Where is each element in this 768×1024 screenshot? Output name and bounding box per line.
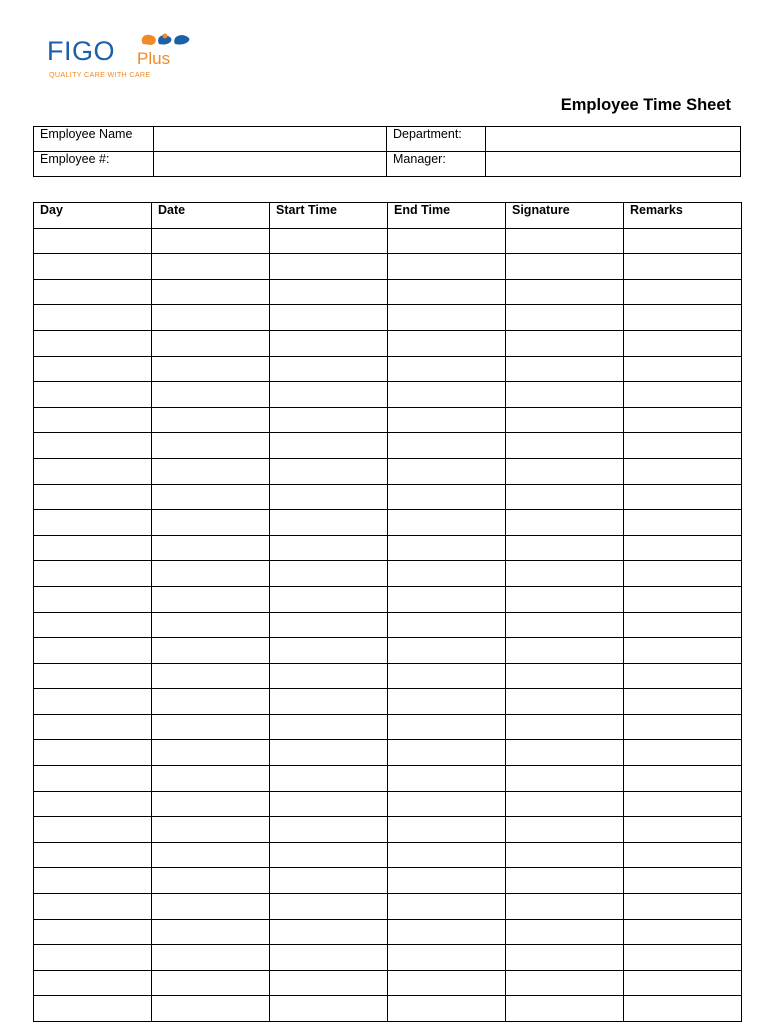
day-cell[interactable] (34, 382, 152, 408)
end-time-cell[interactable] (388, 458, 506, 484)
start-time-cell[interactable] (270, 663, 388, 689)
day-cell[interactable] (34, 919, 152, 945)
date-cell[interactable] (152, 228, 270, 254)
date-cell[interactable] (152, 996, 270, 1022)
end-time-cell[interactable] (388, 817, 506, 843)
table-row (34, 970, 742, 996)
date-cell[interactable] (152, 894, 270, 920)
remarks-cell[interactable] (624, 817, 742, 843)
end-time-cell[interactable] (388, 407, 506, 433)
date-cell[interactable] (152, 919, 270, 945)
day-cell[interactable] (34, 305, 152, 331)
remarks-cell[interactable] (624, 638, 742, 664)
table-header-row (34, 203, 742, 229)
day-cell[interactable] (34, 279, 152, 305)
day-cell[interactable] (34, 330, 152, 356)
start-time-cell[interactable] (270, 586, 388, 612)
signature-cell[interactable] (506, 842, 624, 868)
table-row (34, 612, 742, 638)
end-time-cell[interactable] (388, 766, 506, 792)
date-cell[interactable] (152, 663, 270, 689)
day-cell[interactable] (34, 484, 152, 510)
end-time-cell[interactable] (388, 433, 506, 459)
signature-cell[interactable] (506, 689, 624, 715)
table-row (34, 817, 742, 843)
end-time-cell[interactable] (388, 791, 506, 817)
date-cell[interactable] (152, 433, 270, 459)
remarks-cell[interactable] (624, 407, 742, 433)
signature-cell[interactable] (506, 407, 624, 433)
start-time-cell[interactable] (270, 228, 388, 254)
table-row (34, 996, 742, 1022)
start-time-cell[interactable] (270, 382, 388, 408)
day-cell[interactable] (34, 740, 152, 766)
column-header-date: Date (152, 203, 270, 229)
end-time-cell[interactable] (388, 842, 506, 868)
date-cell[interactable] (152, 612, 270, 638)
end-time-cell[interactable] (388, 945, 506, 971)
column-header-end-time: End Time (388, 203, 506, 229)
day-cell[interactable] (34, 254, 152, 280)
signature-cell[interactable] (506, 510, 624, 536)
table-row (34, 484, 742, 510)
end-time-cell[interactable] (388, 612, 506, 638)
remarks-cell[interactable] (624, 330, 742, 356)
employee-name-label: Employee Name (34, 127, 154, 152)
signature-cell[interactable] (506, 791, 624, 817)
signature-cell[interactable] (506, 817, 624, 843)
table-row (34, 689, 742, 715)
date-cell[interactable] (152, 638, 270, 664)
end-time-cell[interactable] (388, 740, 506, 766)
remarks-cell[interactable] (624, 561, 742, 587)
signature-cell[interactable] (506, 868, 624, 894)
table-row (34, 714, 742, 740)
start-time-cell[interactable] (270, 330, 388, 356)
time-sheet-rows (34, 228, 742, 1021)
end-time-cell[interactable] (388, 510, 506, 536)
logo-suffix: Plus (137, 49, 171, 68)
remarks-cell[interactable] (624, 510, 742, 536)
start-time-cell[interactable] (270, 740, 388, 766)
remarks-cell[interactable] (624, 612, 742, 638)
start-time-cell[interactable] (270, 894, 388, 920)
table-row (34, 766, 742, 792)
day-cell[interactable] (34, 894, 152, 920)
signature-cell[interactable] (506, 228, 624, 254)
start-time-cell[interactable] (270, 919, 388, 945)
manager-label: Manager: (387, 152, 486, 177)
signature-cell[interactable] (506, 535, 624, 561)
date-cell[interactable] (152, 535, 270, 561)
day-cell[interactable] (34, 945, 152, 971)
start-time-cell[interactable] (270, 766, 388, 792)
column-header-start-time: Start Time (270, 203, 388, 229)
remarks-cell[interactable] (624, 842, 742, 868)
end-time-cell[interactable] (388, 919, 506, 945)
day-cell[interactable] (34, 689, 152, 715)
date-cell[interactable] (152, 714, 270, 740)
employee-number-field[interactable] (154, 152, 387, 177)
signature-cell[interactable] (506, 382, 624, 408)
remarks-cell[interactable] (624, 279, 742, 305)
table-row (34, 842, 742, 868)
table-row (34, 638, 742, 664)
start-time-cell[interactable] (270, 868, 388, 894)
start-time-cell[interactable] (270, 791, 388, 817)
signature-cell[interactable] (506, 638, 624, 664)
end-time-cell[interactable] (388, 689, 506, 715)
employee-info-table (33, 126, 741, 177)
remarks-cell[interactable] (624, 305, 742, 331)
date-cell[interactable] (152, 279, 270, 305)
date-cell[interactable] (152, 458, 270, 484)
date-cell[interactable] (152, 970, 270, 996)
day-cell[interactable] (34, 356, 152, 382)
table-row (34, 254, 742, 280)
remarks-cell[interactable] (624, 535, 742, 561)
date-cell[interactable] (152, 330, 270, 356)
remarks-cell[interactable] (624, 254, 742, 280)
start-time-cell[interactable] (270, 714, 388, 740)
end-time-cell[interactable] (388, 356, 506, 382)
date-cell[interactable] (152, 356, 270, 382)
date-cell[interactable] (152, 868, 270, 894)
employee-number-label: Employee #: (34, 152, 154, 177)
day-cell[interactable] (34, 433, 152, 459)
start-time-cell[interactable] (270, 484, 388, 510)
table-row (34, 330, 742, 356)
table-row (34, 791, 742, 817)
day-cell[interactable] (34, 638, 152, 664)
end-time-cell[interactable] (388, 663, 506, 689)
signature-cell[interactable] (506, 945, 624, 971)
start-time-cell[interactable] (270, 638, 388, 664)
page-title: Employee Time Sheet (560, 96, 731, 114)
signature-cell[interactable] (506, 330, 624, 356)
table-row (34, 663, 742, 689)
end-time-cell[interactable] (388, 996, 506, 1022)
end-time-cell[interactable] (388, 970, 506, 996)
day-cell[interactable] (34, 663, 152, 689)
table-row (34, 433, 742, 459)
day-cell[interactable] (34, 714, 152, 740)
day-cell[interactable] (34, 510, 152, 536)
date-cell[interactable] (152, 791, 270, 817)
signature-cell[interactable] (506, 714, 624, 740)
remarks-cell[interactable] (624, 740, 742, 766)
table-row (34, 868, 742, 894)
day-cell[interactable] (34, 791, 152, 817)
remarks-cell[interactable] (624, 970, 742, 996)
remarks-cell[interactable] (624, 228, 742, 254)
table-row (34, 279, 742, 305)
signature-cell[interactable] (506, 279, 624, 305)
signature-cell[interactable] (506, 356, 624, 382)
start-time-cell[interactable] (270, 945, 388, 971)
date-cell[interactable] (152, 484, 270, 510)
date-cell[interactable] (152, 254, 270, 280)
department-label: Department: (387, 127, 486, 152)
day-cell[interactable] (34, 612, 152, 638)
remarks-cell[interactable] (624, 484, 742, 510)
signature-cell[interactable] (506, 970, 624, 996)
day-cell[interactable] (34, 842, 152, 868)
remarks-cell[interactable] (624, 382, 742, 408)
signature-cell[interactable] (506, 254, 624, 280)
logo-tagline: QUALITY CARE WITH CARE (49, 70, 151, 79)
day-cell[interactable] (34, 407, 152, 433)
info-row-2 (34, 152, 741, 177)
signature-cell[interactable] (506, 561, 624, 587)
table-row (34, 945, 742, 971)
date-cell[interactable] (152, 561, 270, 587)
table-row (34, 561, 742, 587)
end-time-cell[interactable] (388, 484, 506, 510)
logo-name: FIGO (47, 36, 115, 66)
table-row (34, 510, 742, 536)
info-row-1 (34, 127, 741, 152)
signature-cell[interactable] (506, 996, 624, 1022)
date-cell[interactable] (152, 740, 270, 766)
end-time-cell[interactable] (388, 279, 506, 305)
date-cell[interactable] (152, 817, 270, 843)
remarks-cell[interactable] (624, 868, 742, 894)
table-row (34, 919, 742, 945)
signature-cell[interactable] (506, 433, 624, 459)
signature-cell[interactable] (506, 612, 624, 638)
signature-cell[interactable] (506, 484, 624, 510)
remarks-cell[interactable] (624, 689, 742, 715)
date-cell[interactable] (152, 407, 270, 433)
date-cell[interactable] (152, 382, 270, 408)
start-time-cell[interactable] (270, 279, 388, 305)
start-time-cell[interactable] (270, 612, 388, 638)
signature-cell[interactable] (506, 919, 624, 945)
day-cell[interactable] (34, 996, 152, 1022)
table-row (34, 535, 742, 561)
start-time-cell[interactable] (270, 356, 388, 382)
start-time-cell[interactable] (270, 254, 388, 280)
start-time-cell[interactable] (270, 689, 388, 715)
start-time-cell[interactable] (270, 458, 388, 484)
day-cell[interactable] (34, 970, 152, 996)
remarks-cell[interactable] (624, 945, 742, 971)
day-cell[interactable] (34, 817, 152, 843)
date-cell[interactable] (152, 766, 270, 792)
table-row (34, 894, 742, 920)
end-time-cell[interactable] (388, 894, 506, 920)
day-cell[interactable] (34, 561, 152, 587)
table-row (34, 407, 742, 433)
start-time-cell[interactable] (270, 433, 388, 459)
signature-cell[interactable] (506, 586, 624, 612)
day-cell[interactable] (34, 586, 152, 612)
date-cell[interactable] (152, 945, 270, 971)
column-header-remarks: Remarks (624, 203, 742, 229)
remarks-cell[interactable] (624, 791, 742, 817)
start-time-cell[interactable] (270, 817, 388, 843)
remarks-cell[interactable] (624, 458, 742, 484)
day-cell[interactable] (34, 868, 152, 894)
start-time-cell[interactable] (270, 407, 388, 433)
table-row (34, 356, 742, 382)
table-row (34, 586, 742, 612)
signature-cell[interactable] (506, 740, 624, 766)
signature-cell[interactable] (506, 458, 624, 484)
remarks-cell[interactable] (624, 586, 742, 612)
start-time-cell[interactable] (270, 305, 388, 331)
start-time-cell[interactable] (270, 535, 388, 561)
end-time-cell[interactable] (388, 586, 506, 612)
end-time-cell[interactable] (388, 638, 506, 664)
end-time-cell[interactable] (388, 868, 506, 894)
signature-cell[interactable] (506, 305, 624, 331)
end-time-cell[interactable] (388, 228, 506, 254)
table-row (34, 458, 742, 484)
start-time-cell[interactable] (270, 561, 388, 587)
remarks-cell[interactable] (624, 894, 742, 920)
day-cell[interactable] (34, 228, 152, 254)
date-cell[interactable] (152, 842, 270, 868)
day-cell[interactable] (34, 458, 152, 484)
manager-field[interactable] (486, 152, 741, 177)
signature-cell[interactable] (506, 663, 624, 689)
employee-name-field[interactable] (154, 127, 387, 152)
remarks-cell[interactable] (624, 433, 742, 459)
table-row (34, 740, 742, 766)
remarks-cell[interactable] (624, 919, 742, 945)
column-header-signature: Signature (506, 203, 624, 229)
table-row (34, 228, 742, 254)
end-time-cell[interactable] (388, 254, 506, 280)
day-cell[interactable] (34, 766, 152, 792)
end-time-cell[interactable] (388, 535, 506, 561)
remarks-cell[interactable] (624, 766, 742, 792)
table-row (34, 382, 742, 408)
end-time-cell[interactable] (388, 382, 506, 408)
start-time-cell[interactable] (270, 510, 388, 536)
table-row (34, 305, 742, 331)
company-logo (47, 30, 207, 82)
signature-cell[interactable] (506, 894, 624, 920)
signature-cell[interactable] (506, 766, 624, 792)
end-time-cell[interactable] (388, 714, 506, 740)
start-time-cell[interactable] (270, 842, 388, 868)
date-cell[interactable] (152, 305, 270, 331)
remarks-cell[interactable] (624, 714, 742, 740)
column-header-day: Day (34, 203, 152, 229)
start-time-cell[interactable] (270, 970, 388, 996)
remarks-cell[interactable] (624, 663, 742, 689)
department-field[interactable] (486, 127, 741, 152)
end-time-cell[interactable] (388, 561, 506, 587)
end-time-cell[interactable] (388, 305, 506, 331)
time-sheet-table (33, 202, 742, 1022)
date-cell[interactable] (152, 689, 270, 715)
start-time-cell[interactable] (270, 996, 388, 1022)
day-cell[interactable] (34, 535, 152, 561)
date-cell[interactable] (152, 510, 270, 536)
end-time-cell[interactable] (388, 330, 506, 356)
remarks-cell[interactable] (624, 996, 742, 1022)
remarks-cell[interactable] (624, 356, 742, 382)
date-cell[interactable] (152, 586, 270, 612)
